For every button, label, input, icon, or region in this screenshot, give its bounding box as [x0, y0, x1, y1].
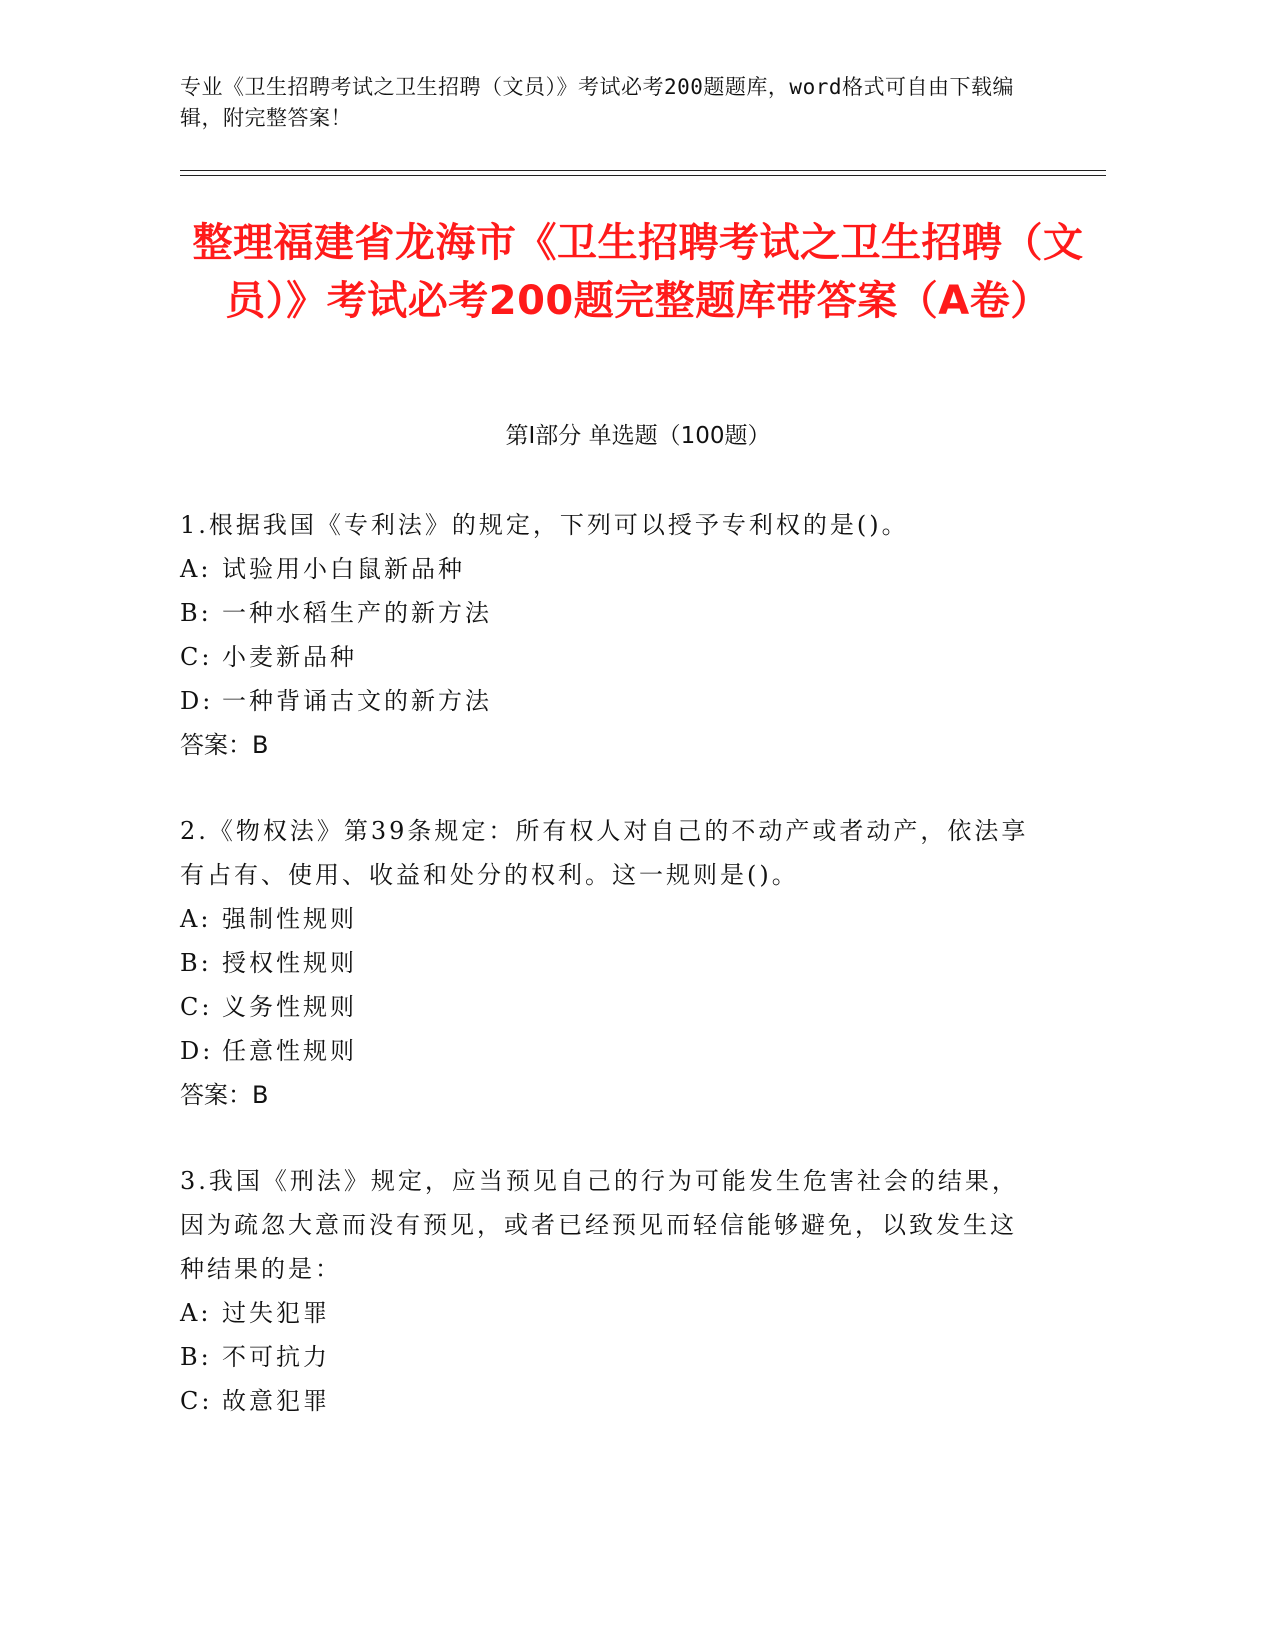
option-key: B:: [180, 1343, 212, 1371]
question-stem: 3.我国《刑法》规定，应当预见自己的行为可能发生危害社会的结果，因为疏忽大意而没有预见，或者已经预见而轻信能够避免，以致发生这种结果的是：: [180, 1167, 1019, 1283]
option-key: B:: [180, 949, 212, 977]
option-key: A:: [180, 555, 212, 583]
question-stem: 2.《物权法》第39条规定：所有权人对自己的不动产或者动产，依法享有占有、使用、收益和处分的权利。这一规则是()。: [180, 817, 1029, 889]
option-c: [180, 1379, 1040, 1423]
option-text: 试验用小白鼠新品种: [222, 555, 465, 583]
option-key: B:: [180, 599, 212, 627]
option-text: 故意犯罪: [222, 1387, 330, 1415]
option-key: C:: [180, 643, 213, 671]
header-divider-top: [180, 170, 1106, 171]
option-c: [180, 985, 1040, 1029]
option-d: [180, 1029, 1040, 1073]
answer: 答案：B: [180, 1081, 269, 1109]
header-note: 专业《卫生招聘考试之卫生招聘（文员）》考试必考200题题库，word格式可自由下载编辑，附完整答案！: [180, 75, 1014, 130]
option-a: [180, 547, 1040, 591]
option-key: C:: [180, 993, 213, 1021]
option-a: [180, 897, 1040, 941]
option-a: [180, 1291, 1040, 1335]
option-key: D:: [180, 687, 214, 715]
option-text: 过失犯罪: [222, 1299, 330, 1327]
option-key: C:: [180, 1387, 213, 1415]
option-b: [180, 591, 1040, 635]
answer: 答案：B: [180, 731, 269, 759]
option-b: [180, 1335, 1040, 1379]
question-2: [180, 809, 1040, 1117]
question-stem: 1.根据我国《专利法》的规定，下列可以授予专利权的是()。: [180, 511, 909, 539]
option-text: 不可抗力: [222, 1343, 330, 1371]
option-text: 强制性规则: [222, 905, 357, 933]
option-d: [180, 679, 1040, 723]
option-key: A:: [180, 1299, 212, 1327]
option-text: 义务性规则: [222, 993, 357, 1021]
option-text: 一种背诵古文的新方法: [222, 687, 492, 715]
question-1: [180, 503, 1040, 767]
option-text: 任意性规则: [222, 1037, 357, 1065]
question-3: [180, 1159, 1040, 1423]
option-c: [180, 635, 1040, 679]
option-key: A:: [180, 905, 212, 933]
option-key: D:: [180, 1037, 214, 1065]
option-text: 授权性规则: [222, 949, 357, 977]
option-b: [180, 941, 1040, 985]
option-text: 一种水稻生产的新方法: [222, 599, 492, 627]
header-divider-bottom: [180, 175, 1106, 176]
question-list: [180, 503, 1040, 1465]
section-title: 第Ⅰ部分 单选题（100题）: [505, 423, 771, 449]
option-text: 小麦新品种: [222, 643, 357, 671]
document-title: 整理福建省龙海市《卫生招聘考试之卫生招聘（文员）》考试必考200题完整题库带答案（A卷）: [192, 220, 1084, 324]
